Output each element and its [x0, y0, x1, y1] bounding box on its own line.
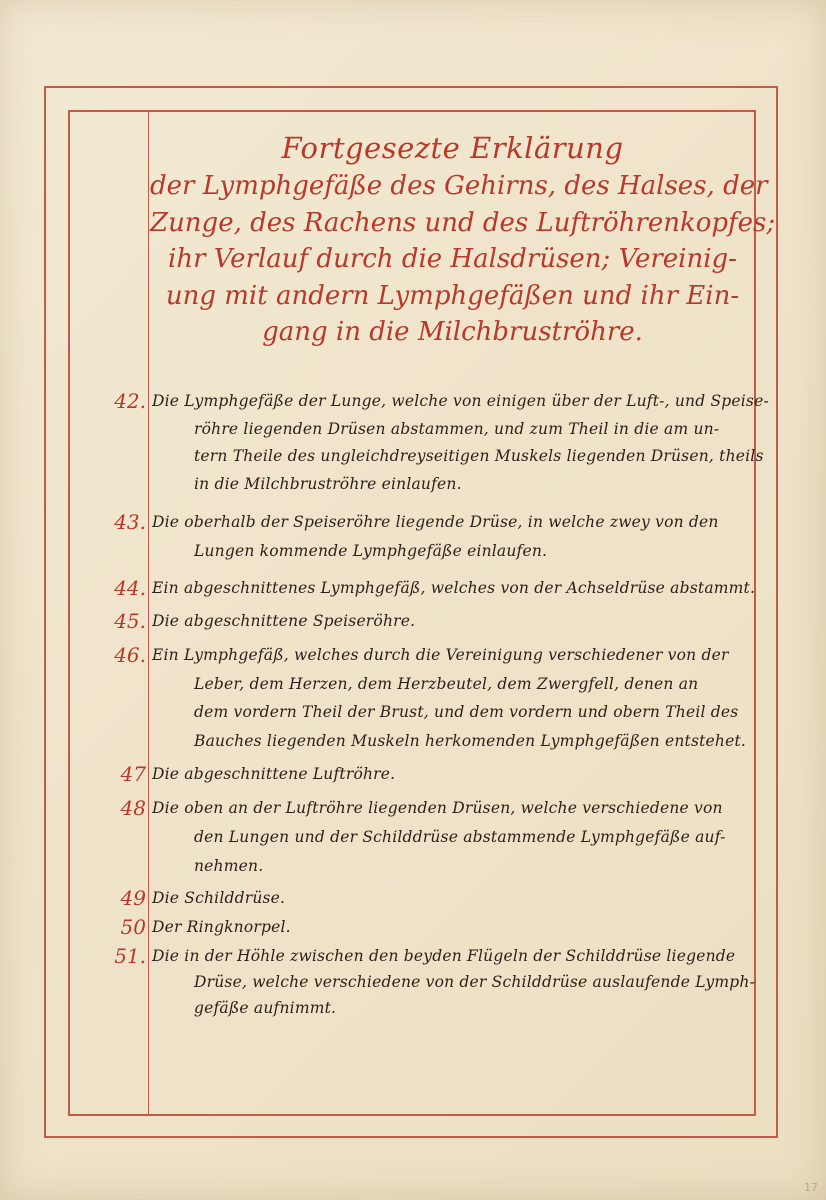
heading-title: Fortgesezte Erklärung	[281, 131, 624, 165]
heading-block	[150, 128, 776, 351]
entry-item	[96, 943, 756, 1021]
entry-text-line: Ein Lymphgefäß, welches durch die Vereinigung verschiedener von der	[152, 646, 729, 664]
entry-text-line: Die Lymphgefäße der Lunge, welche von einigen über der Luft-, und Speise-	[152, 392, 769, 410]
entry-text-line: den Lungen und der Schilddrüse abstammende Lymphgefäße auf-	[194, 828, 726, 846]
entry-item	[96, 508, 756, 565]
entry-text-line: Leber, dem Herzen, dem Herzbeutel, dem Zwergfell, denen an	[194, 674, 699, 693]
entry-number: 50	[120, 915, 146, 939]
entry-text-line: Die Schilddrüse.	[152, 889, 286, 907]
heading-line: ihr Verlauf durch die Halsdrüsen; Vereinig-	[168, 244, 737, 274]
entry-list	[96, 388, 769, 1025]
entry-text-line: Lungen kommende Lymphgefäße einlaufen.	[194, 541, 548, 560]
entry-text-line: tern Theile des ungleichdreyseitigen Muskels liegenden Drüsen, theils	[194, 447, 764, 465]
entry-text-line: Die oben an der Luftröhre liegenden Drüsen, welche verschiedene von	[152, 799, 723, 817]
entry-number: 43.	[114, 510, 146, 534]
entry-item	[96, 759, 756, 790]
entry-text-line: Die oberhalb der Speiseröhre liegende Drüse, in welche zwey von den	[152, 513, 719, 531]
entry-text-line: röhre liegenden Drüsen abstammen, und zum Theil in die am un-	[194, 419, 720, 438]
entry-text-line: Die abgeschnittene Luftröhre.	[152, 765, 396, 783]
entry-text-line: in die Milchbruströhre einlaufen.	[194, 474, 462, 493]
entry-number: 45.	[114, 609, 146, 633]
entry-item	[96, 794, 756, 881]
entry-text-line: Ein abgeschnittenes Lymphgefäß, welches von der Achseldrüse abstammt.	[152, 579, 756, 597]
entry-text-line: Die abgeschnittene Speiseröhre.	[152, 612, 416, 630]
heading-line: gang in die Milchbruströhre.	[262, 317, 643, 347]
entry-number: 47	[120, 762, 146, 786]
entry-number: 48	[120, 796, 146, 820]
entry-text-line: Drüse, welche verschiedene von der Schilddrüse auslaufende Lymph-	[194, 973, 756, 991]
entry-text-line: nehmen.	[194, 857, 264, 875]
entry-number: 44.	[114, 576, 146, 600]
entry-number: 46.	[114, 643, 146, 667]
entry-text-line: Die in der Höhle zwischen den beyden Flügeln der Schilddrüse liegende	[152, 947, 736, 965]
entry-item	[96, 885, 756, 911]
entry-item	[96, 575, 756, 602]
entry-item	[96, 388, 769, 498]
heading-line: der Lymphgefäße des Gehirns, des Halses, der	[150, 171, 768, 201]
entry-item	[96, 606, 756, 637]
entry-text-line: dem vordern Theil der Brust, und dem vordern und obern Theil des	[194, 703, 739, 721]
heading-line: ung mit andern Lymphgefäßen und ihr Ein-	[165, 280, 740, 311]
entry-item	[96, 641, 756, 755]
entry-text-line: Der Ringknorpel.	[152, 918, 291, 936]
entry-item	[96, 915, 756, 940]
entry-text-line: Bauches liegenden Muskeln herkomenden Lymphgefäßen entstehet.	[194, 731, 747, 750]
entry-number: 49	[120, 886, 146, 910]
entry-number: 42.	[114, 389, 146, 413]
heading-line: Zunge, des Rachens und des Luftröhrenkopfes;	[150, 207, 776, 238]
entry-number: 51.	[114, 944, 146, 968]
page-number: 17	[804, 1181, 818, 1194]
entry-text-line: gefäße aufnimmt.	[194, 999, 337, 1017]
